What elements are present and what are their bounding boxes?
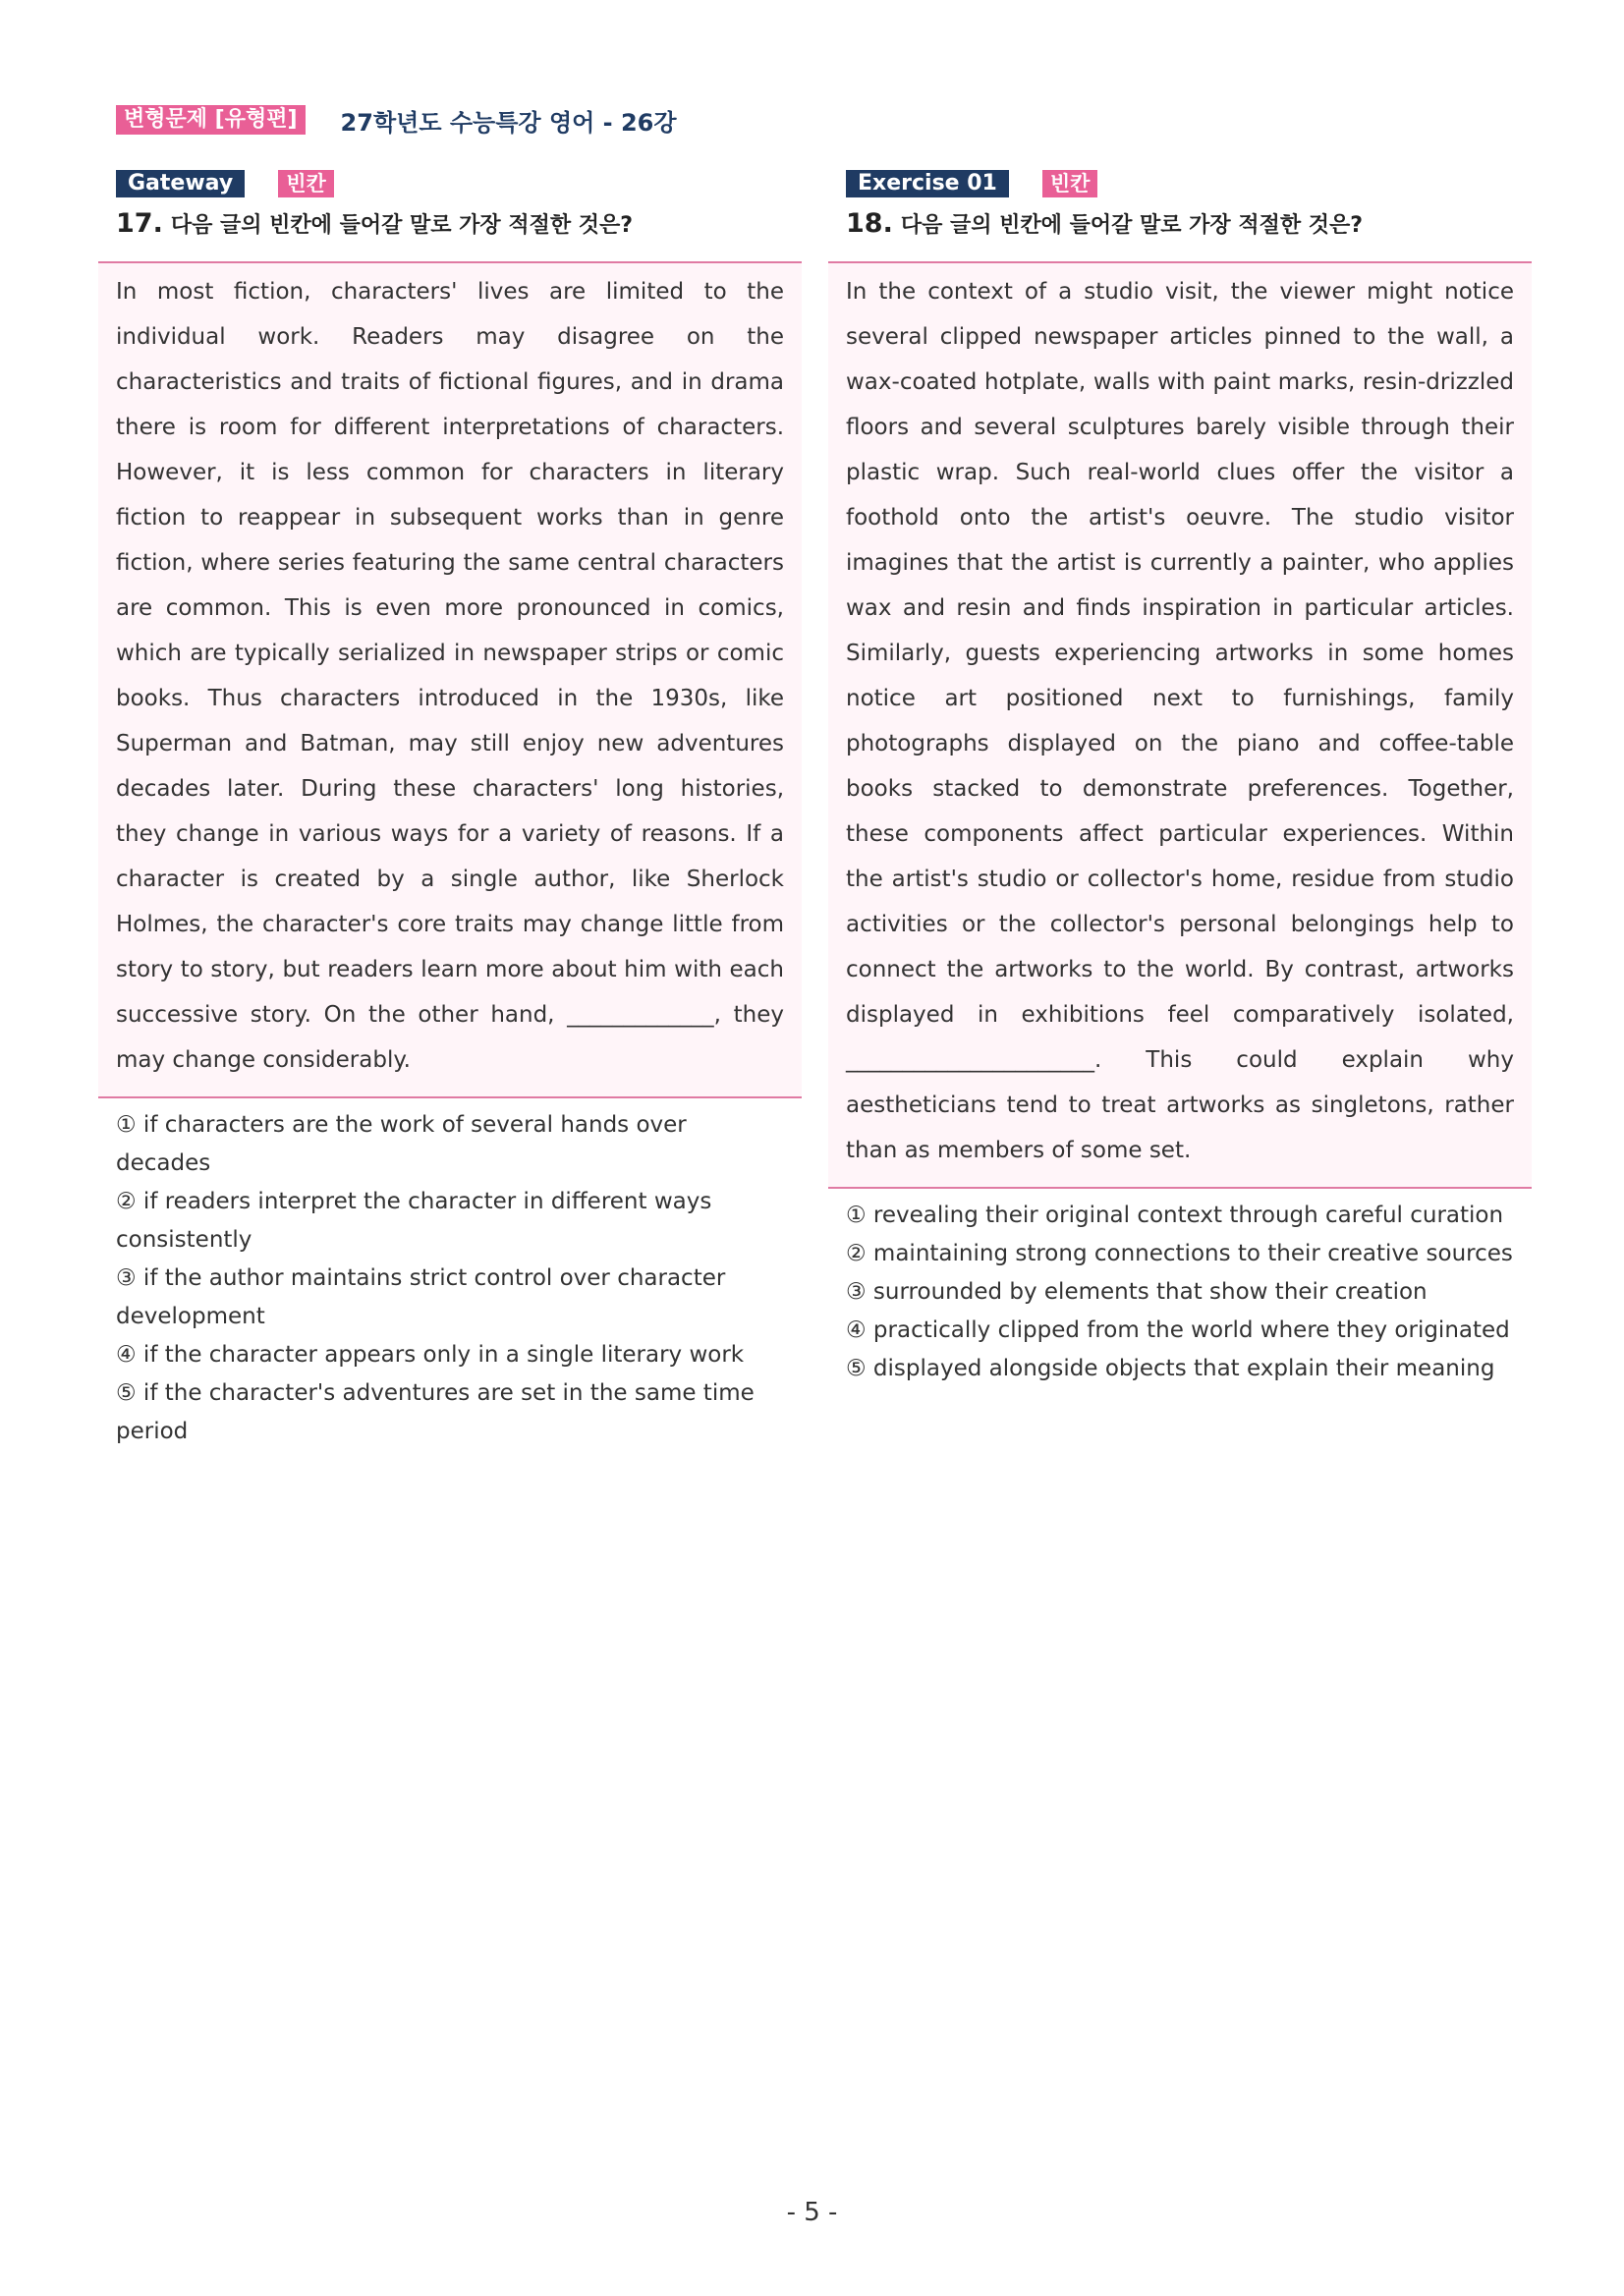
answer-choices	[98, 1098, 802, 1451]
choice-4: ④ practically clipped from the world where they originated	[846, 1317, 1510, 1343]
answer-choices	[828, 1189, 1532, 1388]
question-18-column	[828, 169, 1532, 1388]
choice-5: ⑤ if the character's adventures are set in the same time period	[116, 1380, 755, 1444]
choice-3: ③ surrounded by elements that show their creation	[846, 1279, 1428, 1305]
choice-3: ③ if the author maintains strict control over character development	[116, 1265, 726, 1329]
question-title	[98, 206, 802, 242]
passage-box: In the context of a studio visit, the viewer might notice several clipped newspaper articles pinned to the wall, a wax-coated hotplate, walls with paint marks, resin-drizzled floors and several sculptures barely visible through their plastic wrap. Such real-world clues offer the visitor a foothold onto the artist's oeuvre. The studio visitor imagines that the artist is currently a painter, who applies wax and resin and finds inspiration in particular articles. Similarly, guests experiencing artworks in some homes notice art positioned next to furnishings, family photographs displayed on the piano and coffee-table books stacked to demonstrate preferences. Together, these components affect particular experiences. Within the artist's studio or collector's home, residue from studio activities or the collector's personal belongings help to connect the artworks to the world. By contrast, artworks displayed in exhibitions feel comparatively isolated, ______________________. This could explain why aestheticians tend to treat artworks as singletons, rather than as members of some set.	[828, 261, 1532, 1189]
question-prompt: 다음 글의 빈칸에 들어갈 말로 가장 적절한 것은?	[170, 213, 634, 238]
choice-5: ⑤ displayed alongside objects that explain their meaning	[846, 1356, 1495, 1381]
passage-box: In most fiction, characters' lives are limited to the individual work. Readers may disagree on the characteristics and traits of fictional figures, and in drama there is room for different interpretations of characters. However, it is less common for characters in literary fiction to reappear in subsequent works than in genre fiction, where series featuring the same central characters are common. This is even more pronounced in comics, which are typically serialized in newspaper strips or comic books. Thus characters introduced in the 1930s, like Superman and Batman, may still enjoy new adventures decades later. During these characters' long histories, they change in various ways for a variety of reasons. If a character is created by a single author, like Sherlock Holmes, the character's core traits may change little from story to story, but readers learn more about him with each successive story. On the other hand, _____________, they may change considerably.	[98, 261, 802, 1098]
choice-1: ① if characters are the work of several hands over decades	[116, 1112, 687, 1176]
choice-2: ② maintaining strong connections to their creative sources	[846, 1241, 1513, 1266]
choice-2: ② if readers interpret the character in different ways consistently	[116, 1189, 712, 1253]
page-title: 27학년도 수능특강 영어 - 26강	[340, 108, 677, 137]
question-type-tag: 빈칸	[1042, 170, 1098, 197]
question-number: 18.	[846, 208, 893, 239]
series-badge: 변형문제 [유형편]	[116, 105, 306, 135]
question-tags	[828, 169, 1532, 198]
exercise-tag: Exercise 01	[846, 170, 1009, 197]
choice-4: ④ if the character appears only in a single literary work	[116, 1342, 745, 1368]
question-prompt: 다음 글의 빈칸에 들어갈 말로 가장 적절한 것은?	[900, 213, 1364, 238]
page-header	[116, 104, 677, 136]
question-number: 17.	[116, 208, 163, 239]
gateway-tag: Gateway	[116, 170, 245, 197]
question-title	[828, 206, 1532, 242]
question-17-column	[98, 169, 802, 1451]
page-number: - 5 -	[786, 2198, 838, 2227]
question-tags	[98, 169, 802, 198]
question-type-tag: 빈칸	[278, 170, 334, 197]
choice-1: ① revealing their original context through careful curation	[846, 1203, 1504, 1228]
